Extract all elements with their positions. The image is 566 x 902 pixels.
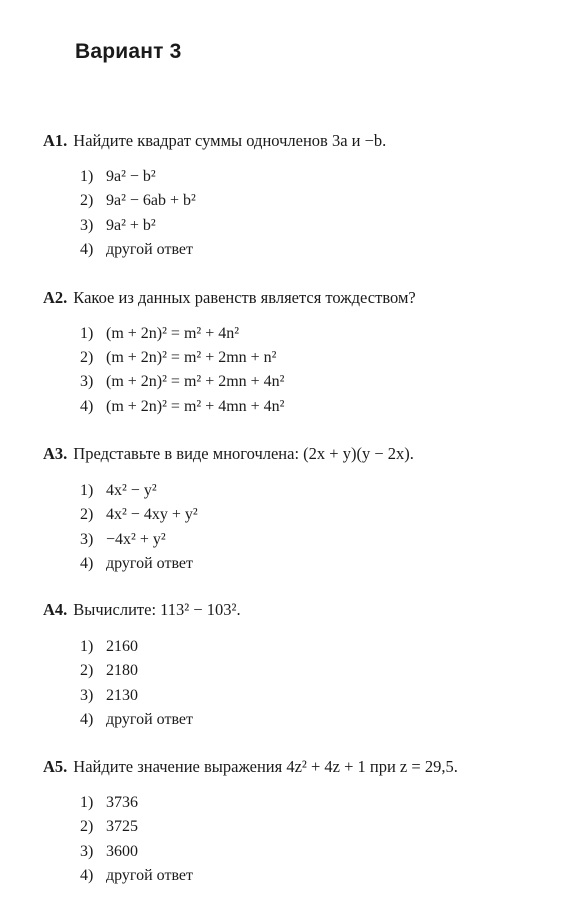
option-number: 2)	[80, 506, 94, 523]
option-text: 2180	[106, 662, 138, 679]
answer-option	[80, 168, 156, 186]
option-number: 2)	[80, 818, 94, 835]
option-number: 1)	[80, 168, 94, 185]
question-prompt: Вычислите: 113² − 103².	[73, 600, 241, 619]
option-number: 3)	[80, 843, 94, 860]
option-number: 4)	[80, 711, 94, 728]
option-text: (m + 2n)² = m² + 4n²	[106, 325, 240, 342]
answer-option	[80, 241, 193, 259]
option-text: 3725	[106, 818, 138, 835]
page-title: Вариант 3	[75, 40, 182, 63]
option-number: 4)	[80, 398, 94, 415]
option-text: другой ответ	[106, 241, 193, 258]
answer-option	[80, 638, 138, 656]
answer-option	[80, 843, 138, 861]
option-text: (m + 2n)² = m² + 2mn + n²	[106, 349, 277, 366]
answer-option	[80, 662, 138, 680]
answer-option	[80, 555, 193, 573]
question-a5	[43, 757, 458, 777]
question-a4	[43, 600, 241, 620]
answer-option	[80, 482, 157, 500]
option-text: другой ответ	[106, 711, 193, 728]
question-number: A1.	[43, 131, 68, 150]
option-number: 2)	[80, 662, 94, 679]
option-text: 9a² − b²	[106, 168, 156, 185]
option-number: 4)	[80, 867, 94, 884]
option-number: 2)	[80, 349, 94, 366]
option-text: −4x² + y²	[106, 531, 166, 548]
answer-option	[80, 398, 284, 416]
answer-option	[80, 217, 156, 235]
option-number: 3)	[80, 531, 94, 548]
answer-option	[80, 818, 138, 836]
answer-option	[80, 794, 138, 812]
option-number: 1)	[80, 794, 94, 811]
option-number: 1)	[80, 325, 94, 342]
question-a1	[43, 131, 386, 151]
question-number: A3.	[43, 444, 68, 463]
question-prompt: Найдите квадрат суммы одночленов 3a и −b.	[73, 131, 387, 150]
option-text: 3736	[106, 794, 138, 811]
question-prompt: Представьте в виде многочлена: (2x + y)(y − 2x).	[73, 444, 414, 463]
option-text: другой ответ	[106, 867, 193, 884]
option-number: 4)	[80, 241, 94, 258]
option-text: (m + 2n)² = m² + 4mn + 4n²	[106, 398, 285, 415]
option-text: другой ответ	[106, 555, 193, 572]
option-text: 9a² − 6ab + b²	[106, 192, 196, 209]
option-number: 1)	[80, 638, 94, 655]
question-a2	[43, 288, 416, 308]
answer-option	[80, 867, 193, 885]
question-prompt: Какое из данных равенств является тождеством?	[73, 288, 416, 307]
answer-option	[80, 325, 239, 343]
option-text: (m + 2n)² = m² + 2mn + 4n²	[106, 373, 285, 390]
option-text: 4x² − 4xy + y²	[106, 506, 198, 523]
option-number: 3)	[80, 687, 94, 704]
answer-option	[80, 531, 166, 549]
option-text: 3600	[106, 843, 138, 860]
option-text: 2130	[106, 687, 138, 704]
question-a3	[43, 444, 414, 464]
answer-option	[80, 687, 138, 705]
option-number: 1)	[80, 482, 94, 499]
answer-option	[80, 192, 196, 210]
option-text: 2160	[106, 638, 138, 655]
option-number: 3)	[80, 217, 94, 234]
question-number: A4.	[43, 600, 68, 619]
option-number: 2)	[80, 192, 94, 209]
question-number: A5.	[43, 757, 68, 776]
answer-option	[80, 506, 198, 524]
question-prompt: Найдите значение выражения 4z² + 4z + 1 при z = 29,5.	[73, 757, 458, 776]
answer-option	[80, 373, 284, 391]
option-number: 3)	[80, 373, 94, 390]
option-text: 9a² + b²	[106, 217, 156, 234]
option-text: 4x² − y²	[106, 482, 157, 499]
question-number: A2.	[43, 288, 68, 307]
option-number: 4)	[80, 555, 94, 572]
answer-option	[80, 711, 193, 729]
answer-option	[80, 349, 276, 367]
